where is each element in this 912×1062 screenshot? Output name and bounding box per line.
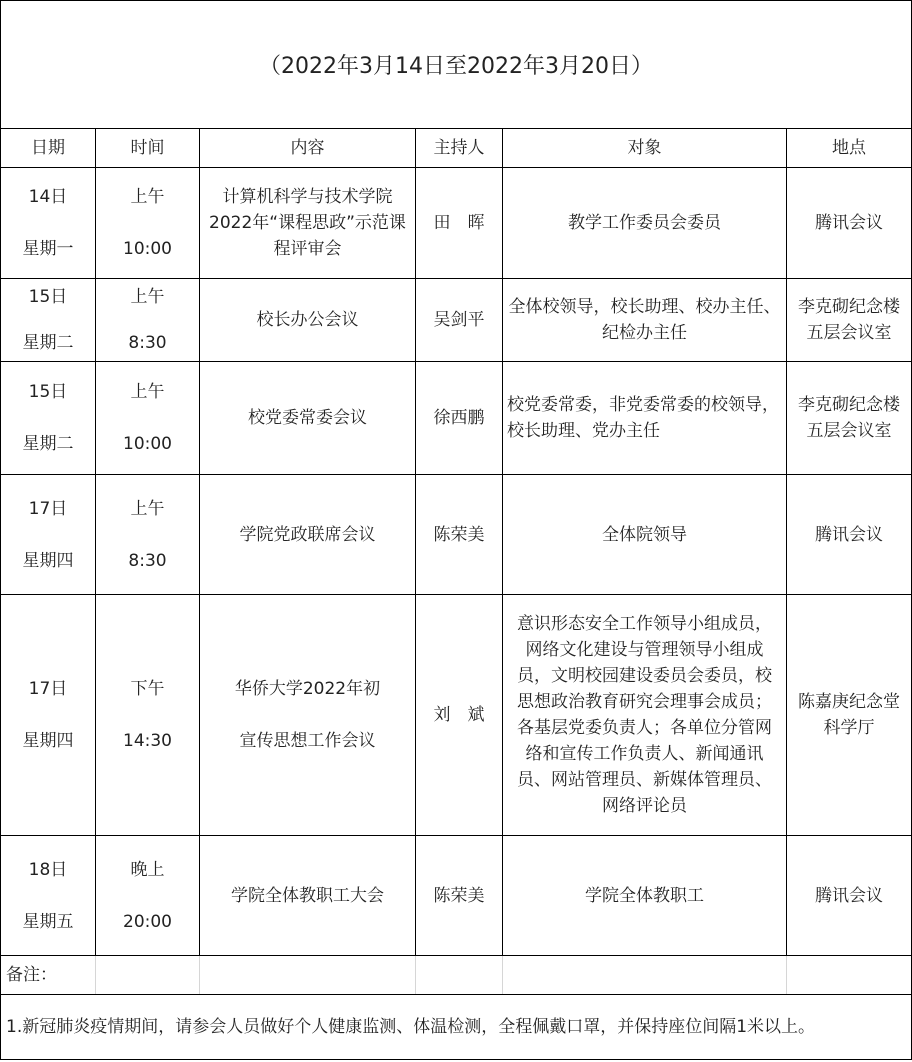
location-cell: 腾讯会议 [787,836,912,956]
location-cell: 李克砌纪念楼五层会议室 [787,362,912,475]
location-cell: 陈嘉庚纪念堂科学厅 [787,595,912,836]
content-cell: 校长办公会议 [200,279,416,362]
table-row [1,168,912,279]
audience-cell: 学院全体教职工 [503,836,787,956]
time-cell [96,475,200,595]
content-cell: 学院全体教职工大会 [200,836,416,956]
location-cell: 李克砌纪念楼五层会议室 [787,279,912,362]
time-cell [96,362,200,475]
period-label: 上午 [130,287,165,307]
date-cell [1,595,96,836]
time-cell [96,595,200,836]
column-header-host: 主持人 [416,129,503,168]
audience-cell: 全体院领导 [503,475,787,595]
time-label: 8:30 [128,550,167,571]
note-text: 1.新冠肺炎疫情期间，请参会人员做好个人健康监测、体温检测，全程佩戴口罩，并保持座位间隔1米以上。 [1,995,912,1060]
remark-row [1,956,912,995]
period-label: 下午 [130,679,165,699]
day-label: 15日 [28,287,68,307]
location-cell: 腾讯会议 [787,475,912,595]
remark-blank-cell [787,956,912,995]
title-row [1,1,912,129]
time-label: 10:00 [123,239,172,259]
date-cell [1,168,96,279]
date-cell [1,475,96,595]
content-line: 宣传思想工作会议 [239,731,376,751]
date-cell [1,836,96,956]
host-cell: 陈荣美 [416,836,503,956]
period-label: 上午 [130,498,165,519]
table-row [1,836,912,956]
content-line: 华侨大学2022年初 [234,679,381,699]
host-cell: 吴剑平 [416,279,503,362]
content-cell: 学院党政联席会议 [200,475,416,595]
column-header-date: 日期 [1,129,96,168]
remark-blank-cell [416,956,503,995]
date-cell [1,279,96,362]
page-title: （2022年3月14日至2022年3月20日） [1,1,912,129]
period-label: 上午 [130,187,165,207]
day-label: 15日 [28,382,68,402]
table-row [1,595,912,836]
audience-cell: 意识形态安全工作领导小组成员，网络文化建设与管理领导小组成员，文明校园建设委员会委员，校思想政治教育研究会理事会成员；各基层党委负责人；各单位分管网络和宣传工作负责人、新闻通讯员、网站管理员、新媒体管理员、网络评论员 [503,595,787,836]
weekday-label: 星期四 [22,731,74,751]
location-cell: 腾讯会议 [787,168,912,279]
column-header-audience: 对象 [503,129,787,168]
remark-blank-cell [503,956,787,995]
weekday-label: 星期二 [22,434,74,454]
day-label: 17日 [28,498,68,519]
audience-cell: 教学工作委员会委员 [503,168,787,279]
time-label: 10:00 [123,434,172,454]
host-cell: 刘 斌 [416,595,503,836]
audience-cell: 校党委常委，非党委常委的校领导，校长助理、党办主任 [503,362,787,475]
host-cell: 徐西鹏 [416,362,503,475]
remark-label: 备注： [1,956,96,995]
content-cell: 计算机科学与技术学院2022年“课程思政”示范课程评审会 [200,168,416,279]
day-label: 18日 [28,859,68,880]
table-row [1,362,912,475]
host-cell: 田 晖 [416,168,503,279]
time-label: 14:30 [123,731,172,751]
remark-blank-cell [200,956,416,995]
weekday-label: 星期五 [22,911,74,932]
time-cell [96,279,200,362]
audience-cell: 全体校领导，校长助理、校办主任、纪检办主任 [503,279,787,362]
time-label: 8:30 [128,333,167,353]
content-cell [200,595,416,836]
table-row [1,475,912,595]
weekday-label: 星期一 [22,239,74,259]
day-label: 17日 [28,679,68,699]
time-label: 20:00 [123,911,172,932]
host-cell: 陈荣美 [416,475,503,595]
period-label: 晚上 [130,859,165,880]
weekday-label: 星期二 [22,333,74,353]
content-cell: 校党委常委会议 [200,362,416,475]
note-row [1,995,912,1060]
column-header-content: 内容 [200,129,416,168]
weekday-label: 星期四 [22,550,74,571]
header-row [1,129,912,168]
period-label: 上午 [130,382,165,402]
day-label: 14日 [28,187,68,207]
table-row [1,279,912,362]
time-cell [96,168,200,279]
remark-blank-cell [96,956,200,995]
column-header-location: 地点 [787,129,912,168]
date-cell [1,362,96,475]
column-header-time: 时间 [96,129,200,168]
time-cell [96,836,200,956]
